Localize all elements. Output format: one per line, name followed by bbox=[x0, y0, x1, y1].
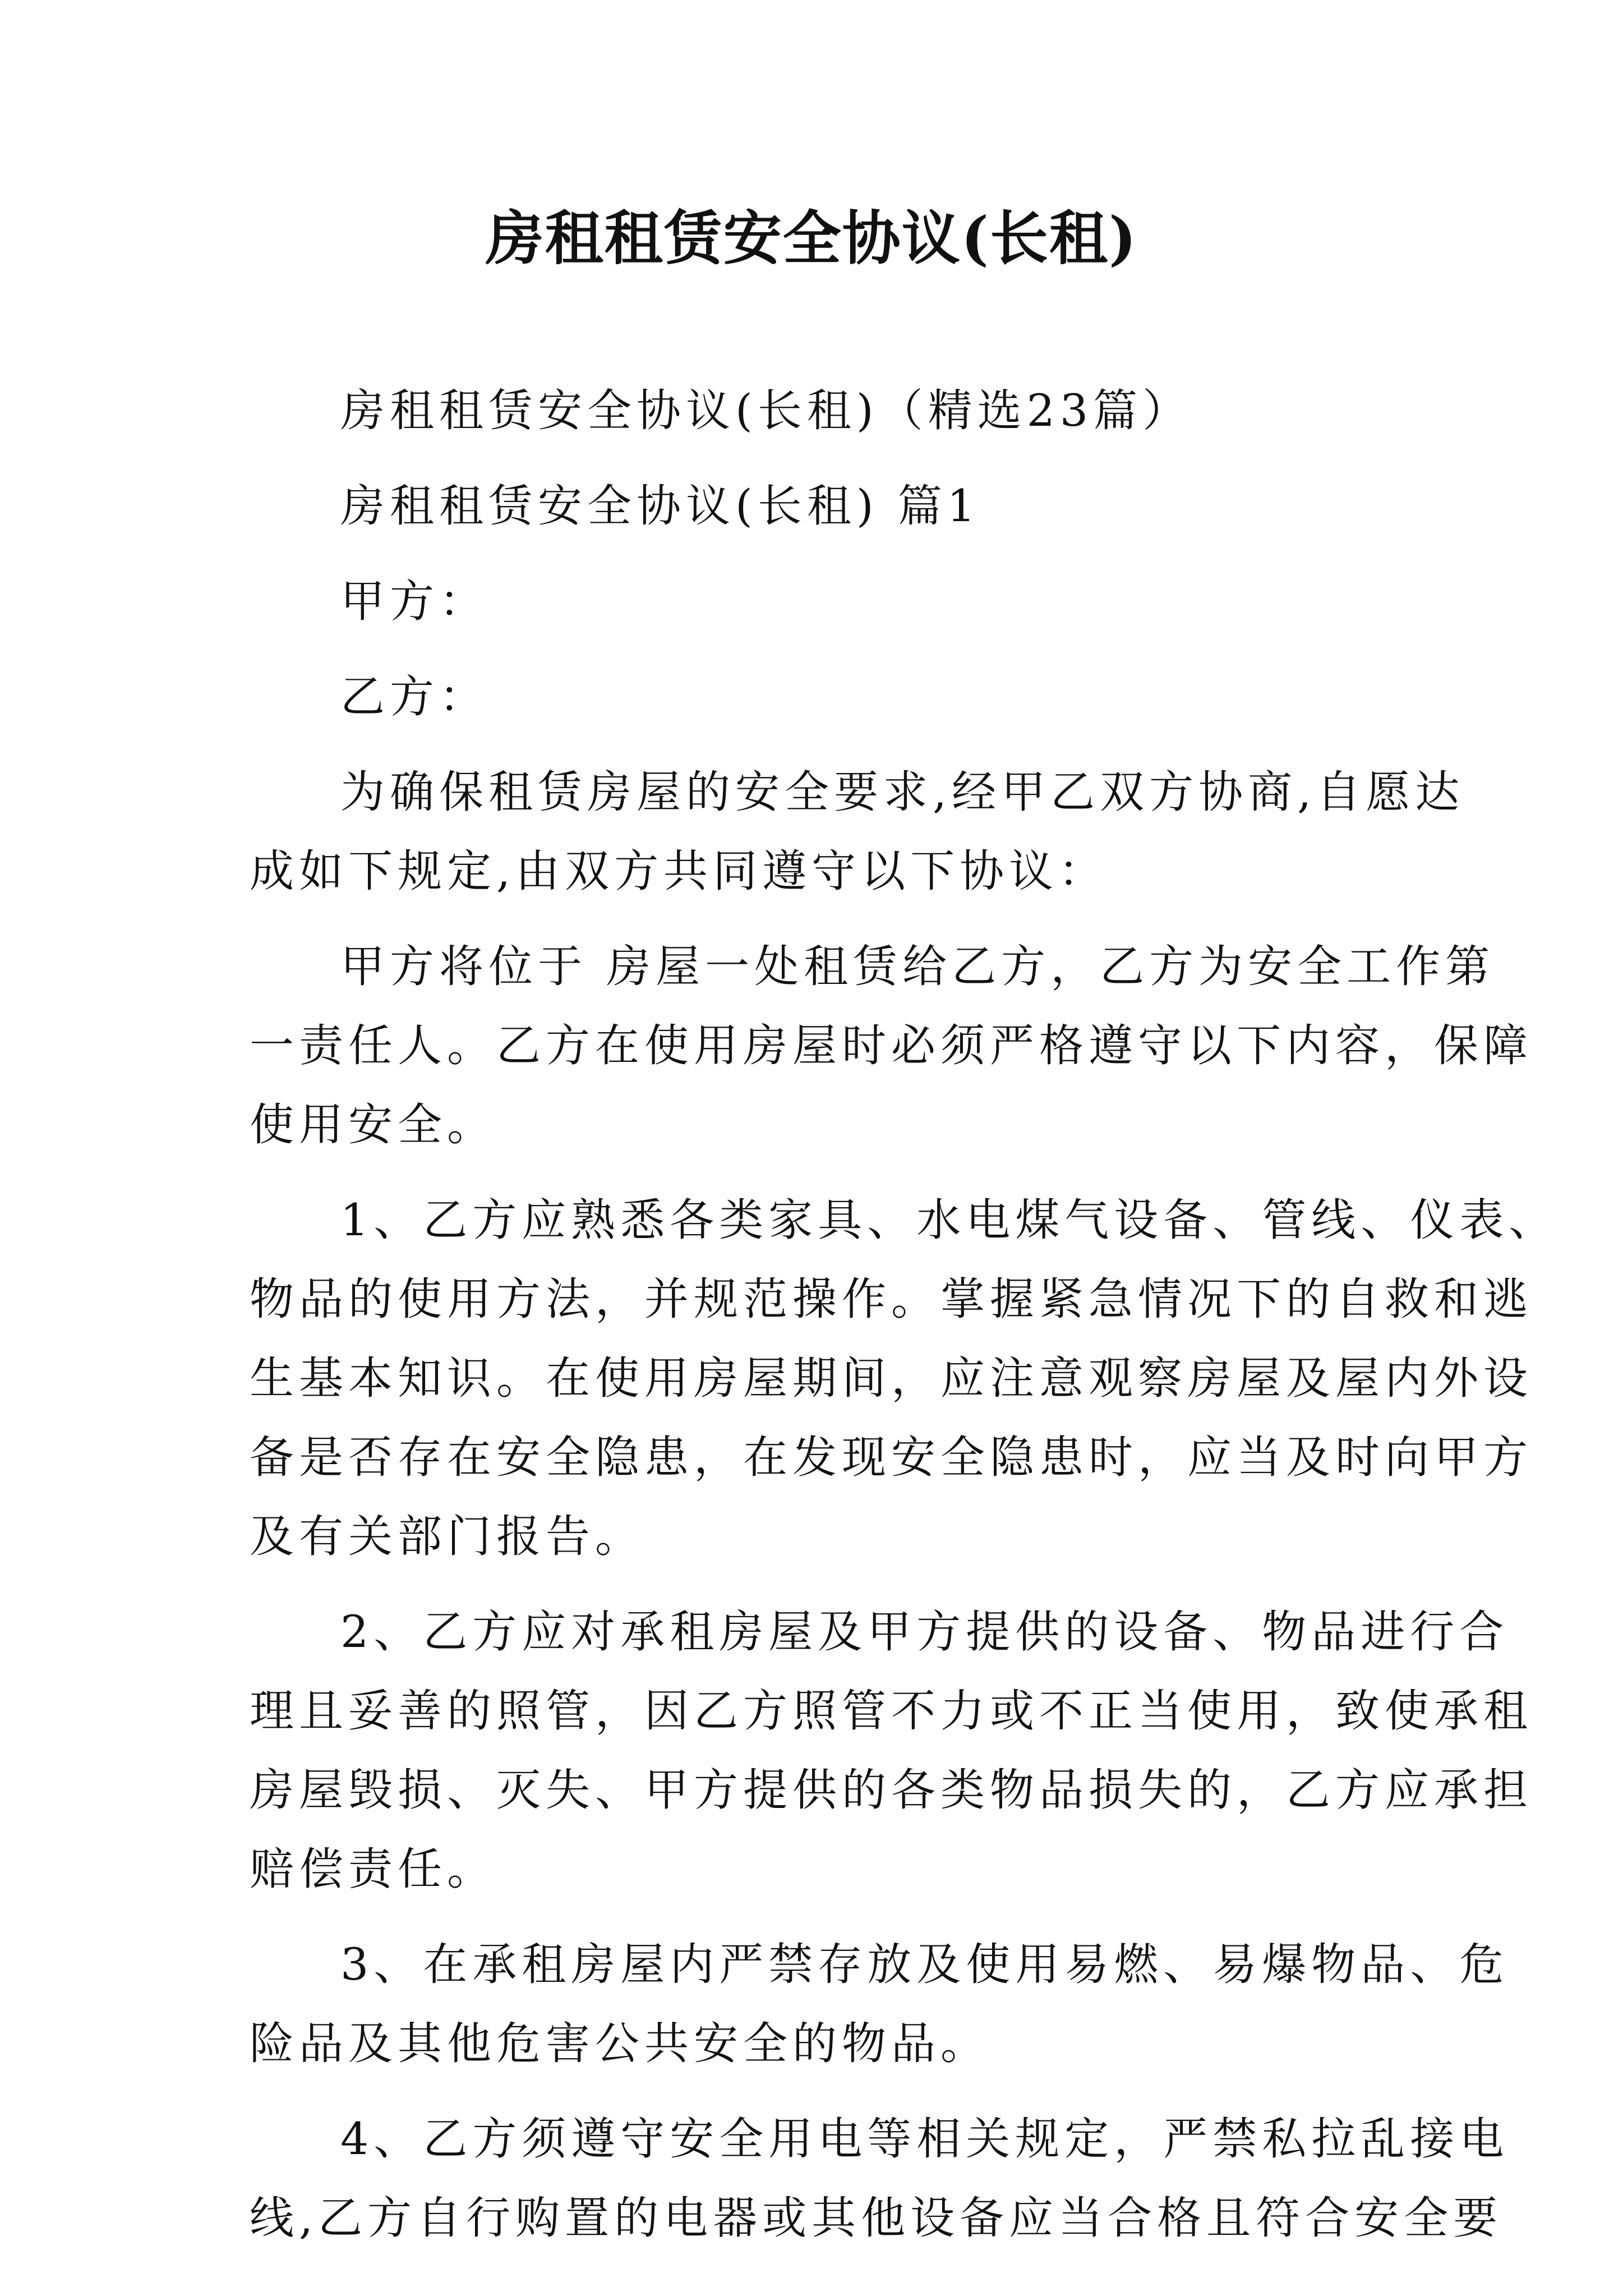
document-body bbox=[250, 371, 1559, 2258]
text-line: 乙方： bbox=[340, 671, 488, 723]
paragraph-subtitle bbox=[250, 371, 1377, 450]
paragraph-clause-4 bbox=[250, 2100, 1509, 2258]
text-line: 2、乙方应对承租房屋及甲方提供的设备、物品进行合 bbox=[340, 1606, 1509, 1658]
paragraph-clause-1 bbox=[250, 1181, 1559, 1576]
text-line: 房租租赁安全协议(长租)（精选23篇） bbox=[340, 385, 1192, 436]
paragraph-preamble bbox=[250, 753, 1465, 911]
text-line: 甲方将位于 房屋一处租赁给乙方，乙方为安全工作第 bbox=[340, 941, 1495, 992]
text-line: 险品及其他危害公共安全的物品。 bbox=[250, 2018, 990, 2069]
text-line: 房屋毁损、灭失、甲方提供的各类物品损失的，乙方应承担 bbox=[250, 1764, 1533, 1816]
text-line: 生基本知识。在使用房屋期间，应注意观察房屋及屋内外设 bbox=[250, 1352, 1533, 1404]
paragraph-clause-3 bbox=[250, 1925, 1509, 2083]
text-line: 4、乙方须遵守安全用电等相关规定，严禁私拉乱接电 bbox=[340, 2113, 1509, 2165]
paragraph-party-b bbox=[250, 657, 1377, 737]
text-line: 使用安全。 bbox=[250, 1099, 496, 1151]
text-line: 备是否存在安全隐患，在发现安全隐患时，应当及时向甲方 bbox=[250, 1432, 1533, 1483]
text-line: 赔偿责任。 bbox=[250, 1843, 496, 1895]
text-line: 1、乙方应熟悉各类家具、水电煤气设备、管线、仪表、 bbox=[340, 1194, 1559, 1246]
text-line: 成如下规定,由双方共同遵守以下协议： bbox=[250, 845, 1108, 897]
text-line: 一责任人。乙方在使用房屋时必须严格遵守以下内容，保障 bbox=[250, 1020, 1533, 1071]
text-line: 甲方： bbox=[340, 576, 488, 627]
paragraph-clause-2 bbox=[250, 1593, 1533, 1909]
text-line: 线,乙方自行购置的电器或其他设备应当合格且符合安全要 bbox=[250, 2192, 1503, 2244]
text-line: 3、在承租房屋内严禁存放及使用易燃、易爆物品、危 bbox=[340, 1939, 1509, 1990]
text-line: 及有关部门报告。 bbox=[250, 1511, 644, 1562]
paragraph-lease-intro bbox=[250, 927, 1533, 1165]
paragraph-party-a bbox=[250, 562, 1377, 641]
text-line: 物品的使用方法，并规范操作。掌握紧急情况下的自救和逃 bbox=[250, 1273, 1533, 1325]
text-line: 为确保租赁房屋的安全要求,经甲乙双方协商,自愿达 bbox=[340, 766, 1465, 818]
text-line: 理且妥善的照管，因乙方照管不力或不正当使用，致使承租 bbox=[250, 1685, 1533, 1737]
document-title: 房租租赁安全协议(长租) bbox=[485, 204, 1138, 273]
paragraph-section-heading bbox=[250, 467, 1377, 546]
text-line: 房租租赁安全协议(长租) 篇1 bbox=[340, 480, 981, 532]
